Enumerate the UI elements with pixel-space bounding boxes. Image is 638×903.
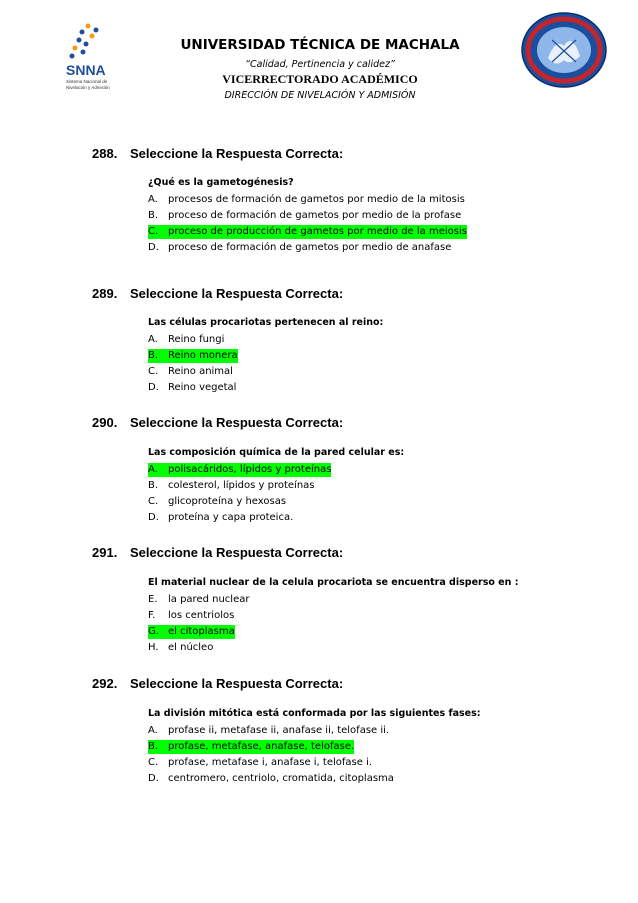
question-heading: Seleccione la Respuesta Correcta: <box>130 286 344 301</box>
option-text: el citoplasma <box>168 626 235 637</box>
question-number: 290. <box>92 415 118 430</box>
option-text: el núcleo <box>168 642 214 653</box>
option-text: profase ii, metafase ii, anafase ii, telofase ii. <box>168 725 390 736</box>
page-header <box>0 0 638 130</box>
university-motto: “Calidad, Pertinencia y calidez” <box>245 59 395 70</box>
answer-option[interactable] <box>148 495 286 509</box>
question-heading: Seleccione la Respuesta Correcta: <box>130 146 344 161</box>
answer-option[interactable] <box>148 641 213 655</box>
utmach-seal-icon <box>518 10 610 90</box>
answer-option[interactable] <box>148 193 465 207</box>
option-letter: B. <box>148 350 159 361</box>
option-letter: B. <box>148 480 159 491</box>
option-text: proceso de formación de gametos por medio de anafase <box>168 242 452 253</box>
question-title <box>92 676 343 691</box>
option-text: procesos de formación de gametos por medio de la mitosis <box>168 194 465 205</box>
option-letter: H. <box>148 642 159 653</box>
snna-logo <box>52 20 122 95</box>
vicerrectorado-title: VICERRECTORADO ACADÉMICO <box>222 72 418 86</box>
question-number: 288. <box>92 146 118 161</box>
question-heading: Seleccione la Respuesta Correcta: <box>130 676 344 691</box>
option-text: Reino monera <box>168 350 238 361</box>
option-letter: C. <box>148 496 159 507</box>
answer-option[interactable] <box>148 756 372 770</box>
option-text: proceso de formación de gametos por medio de la profase <box>168 210 462 221</box>
option-text: Reino fungi <box>168 334 225 345</box>
option-text: colesterol, lípidos y proteínas <box>168 480 315 491</box>
question-title <box>92 415 343 430</box>
question-stem: Las composición química de la pared celular es: <box>148 447 405 458</box>
answer-option-correct[interactable] <box>148 625 235 639</box>
question-stem: El material nuclear de la celula procariota se encuentra disperso en : <box>148 577 519 588</box>
option-text: proceso de producción de gametos por medio de la meiosis <box>168 226 467 237</box>
option-text: profase, metafase i, anafase i, telofase i. <box>168 757 373 768</box>
answer-option-correct[interactable] <box>148 225 467 239</box>
option-letter: D. <box>148 242 159 253</box>
university-name: UNIVERSIDAD TÉCNICA DE MACHALA <box>180 37 460 53</box>
option-letter: A. <box>148 334 158 345</box>
option-text: los centriolos <box>168 610 235 621</box>
option-text: glicoproteína y hexosas <box>168 496 287 507</box>
question-stem: ¿Qué es la gametogénesis? <box>148 177 294 188</box>
answer-option[interactable] <box>148 479 315 493</box>
question-heading: Seleccione la Respuesta Correcta: <box>130 545 344 560</box>
question-stem: La división mitótica está conformada por las siguientes fases: <box>148 708 481 719</box>
option-letter: G. <box>148 626 159 637</box>
question-number: 289. <box>92 286 118 301</box>
answer-option[interactable] <box>148 333 224 347</box>
option-letter: A. <box>148 464 158 475</box>
question-title <box>92 146 343 161</box>
option-letter: D. <box>148 773 159 784</box>
answer-option[interactable] <box>148 724 389 738</box>
option-letter: C. <box>148 366 159 377</box>
option-letter: D. <box>148 382 159 393</box>
answer-option[interactable] <box>148 365 233 379</box>
snna-line1: Sistema Nacional de <box>66 79 108 84</box>
question-number: 292. <box>92 676 118 691</box>
answer-option-correct[interactable] <box>148 349 238 363</box>
answer-option[interactable] <box>148 511 293 525</box>
option-letter: B. <box>148 210 159 221</box>
answer-option-correct[interactable] <box>148 740 354 754</box>
direccion-title: DIRECCIÓN DE NIVELACIÓN Y ADMISIÓN <box>224 90 416 101</box>
answer-option[interactable] <box>148 241 451 255</box>
question-title <box>92 286 343 301</box>
answer-option[interactable] <box>148 593 249 607</box>
option-letter: D. <box>148 512 159 523</box>
question-stem: Las células procariotas pertenecen al reino: <box>148 317 384 328</box>
option-letter: B. <box>148 741 159 752</box>
answer-option[interactable] <box>148 209 461 223</box>
option-letter: E. <box>148 594 158 605</box>
option-text: polisacáridos, lípidos y proteínas <box>168 464 332 475</box>
snna-dots-icon <box>70 24 99 59</box>
answer-option[interactable] <box>148 609 234 623</box>
option-text: Reino vegetal <box>168 382 237 393</box>
snna-line2: Nivelación y Admisión <box>66 85 110 90</box>
option-letter: C. <box>148 757 159 768</box>
option-text: proteína y capa proteica. <box>168 512 294 523</box>
option-text: centromero, centriolo, cromatida, citoplasma <box>168 773 394 784</box>
snna-abbr: SNNA <box>66 62 106 78</box>
option-letter: C. <box>148 226 159 237</box>
answer-option[interactable] <box>148 772 394 786</box>
question-number: 291. <box>92 545 118 560</box>
answer-option-correct[interactable] <box>148 463 331 477</box>
option-letter: A. <box>148 194 158 205</box>
option-text: Reino animal <box>168 366 233 377</box>
answer-option[interactable] <box>148 381 236 395</box>
option-letter: A. <box>148 725 158 736</box>
option-text: la pared nuclear <box>168 594 250 605</box>
question-heading: Seleccione la Respuesta Correcta: <box>130 415 344 430</box>
question-title <box>92 545 343 560</box>
option-text: profase, metafase, anafase, telofase. <box>168 741 355 752</box>
option-letter: F. <box>148 610 156 621</box>
